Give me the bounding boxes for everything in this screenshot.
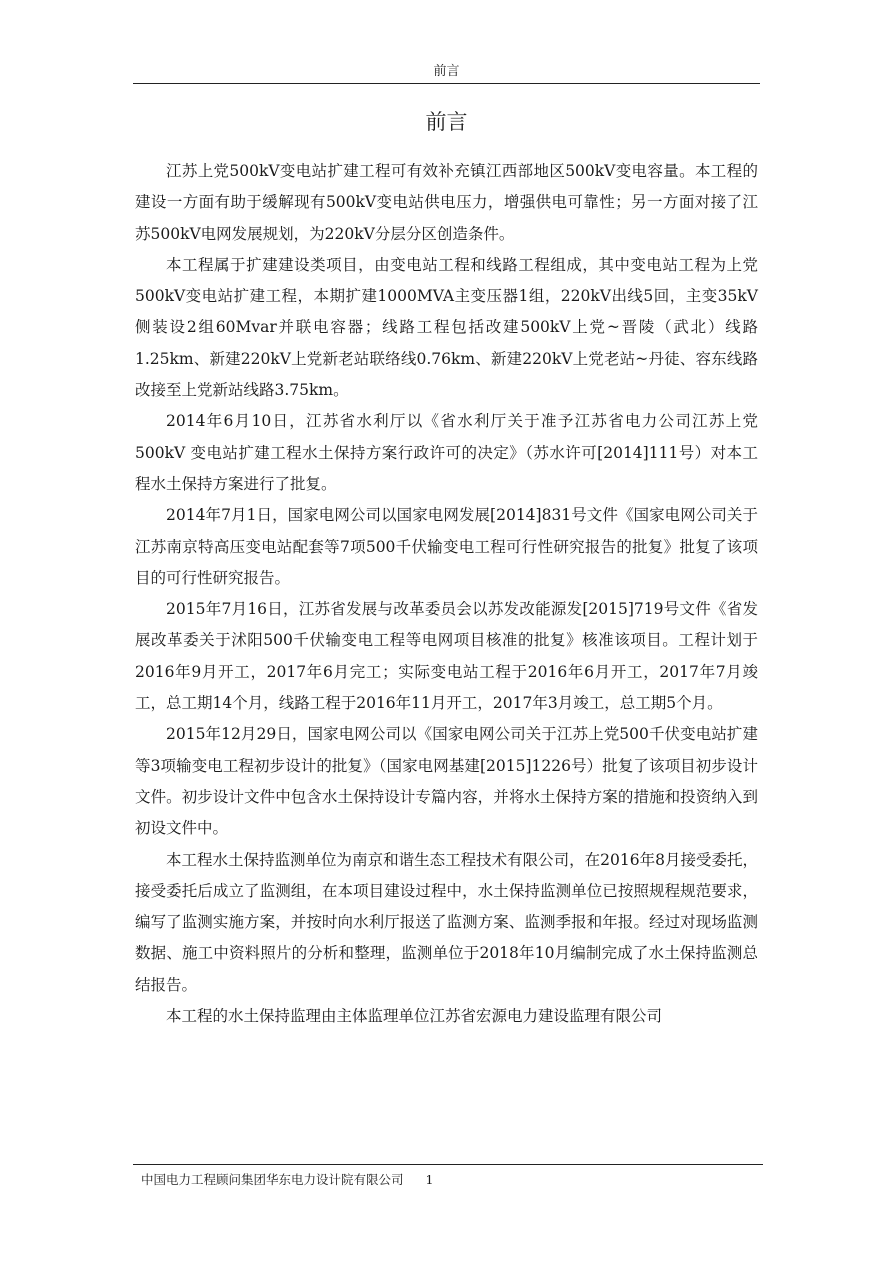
running-header: 前言: [433, 64, 460, 79]
paragraph-8: 本工程的水土保持监理由主体监理单位江苏省宏源电力建设监理有限公司: [166, 1007, 663, 1026]
page-footer: [141, 1171, 433, 1189]
paragraph-3: 2014年6月10日，江苏省水利厅以《省水利厅关于准予江苏省电力公司江苏上党 500kV 变电站扩建工程水土保持方案行政许可的决定》（苏水许可[2014]111号）对本工程水土保持方案进行了批复。: [135, 412, 758, 493]
page-title: 前言: [425, 110, 468, 134]
paragraph-5: 2015年7月16日，江苏省发展与改革委员会以苏发改能源发[2015]719号文件《省发展改革委关于沭阳500千伏输变电工程等电网项目核准的批复》核准该项目。工程计划于2016年9月开工，2017年6月完工；实际变电站工程于2016年6月开工，2017年7月竣工，总工期14个月，线路工程于2016年11月开工，2017年3月竣工，总工期5个月。: [135, 600, 758, 713]
footer-organization: 中国电力工程顾问集团华东电力设计院有限公司: [141, 1172, 404, 1187]
footer-rule: [133, 1164, 763, 1165]
paragraph-6: 2015年12月29日，国家电网公司以《国家电网公司关于江苏上党500千伏变电站扩建等3项输变电工程初步设计的批复》（国家电网基建[2015]1226号）批复了该项目初步设计文件。初步设计文件中包含水土保持设计专篇内容，并将水土保持方案的措施和投资纳入到初设文件中。: [135, 725, 758, 838]
paragraph-7: 本工程水土保持监测单位为南京和谐生态工程技术有限公司，在2016年8月接受委托，接受委托后成立了监测组，在本项目建设过程中，水土保持监测单位已按照规程规范要求，编写了监测实施方案，并按时向水利厅报送了监测方案、监测季报和年报。经过对现场监测数据、施工中资料照片的分析和整理，监测单位于2018年10月编制完成了水土保持监测总结报告。: [135, 850, 758, 994]
paragraph-4: 2014年7月1日，国家电网公司以国家电网发展[2014]831号文件《国家电网公司关于江苏南京特高压变电站配套等7项500千伏输变电工程可行性研究报告的批复》批复了该项目的可行性研究报告。: [135, 506, 758, 587]
paragraph-1: 江苏上党500kV变电站扩建工程可有效补充镇江西部地区500kV变电容量。本工程的建设一方面有助于缓解现有500kV变电站供电压力，增强供电可靠性；另一方面对接了江苏500kV电网发展规划，为220kV分层分区创造条件。: [135, 162, 758, 243]
header-rule: [133, 83, 760, 84]
body-text: [135, 156, 758, 1032]
paragraph-2: 本工程属于扩建建设类项目，由变电站工程和线路工程组成，其中变电站工程为上党500kV变电站扩建工程，本期扩建1000MVA主变压器1组，220kV出线5回，主变35kV侧装设2组60Mvar并联电容器；线路工程包括改建500kV上党~晋陵（武北）线路1.25km、新建220kV上党新老站联络线0.76km、新建220kV上党老站~丹徒、容东线路改接至上党新站线路3.75km。: [135, 255, 758, 400]
footer-page-number: 1: [425, 1172, 434, 1187]
